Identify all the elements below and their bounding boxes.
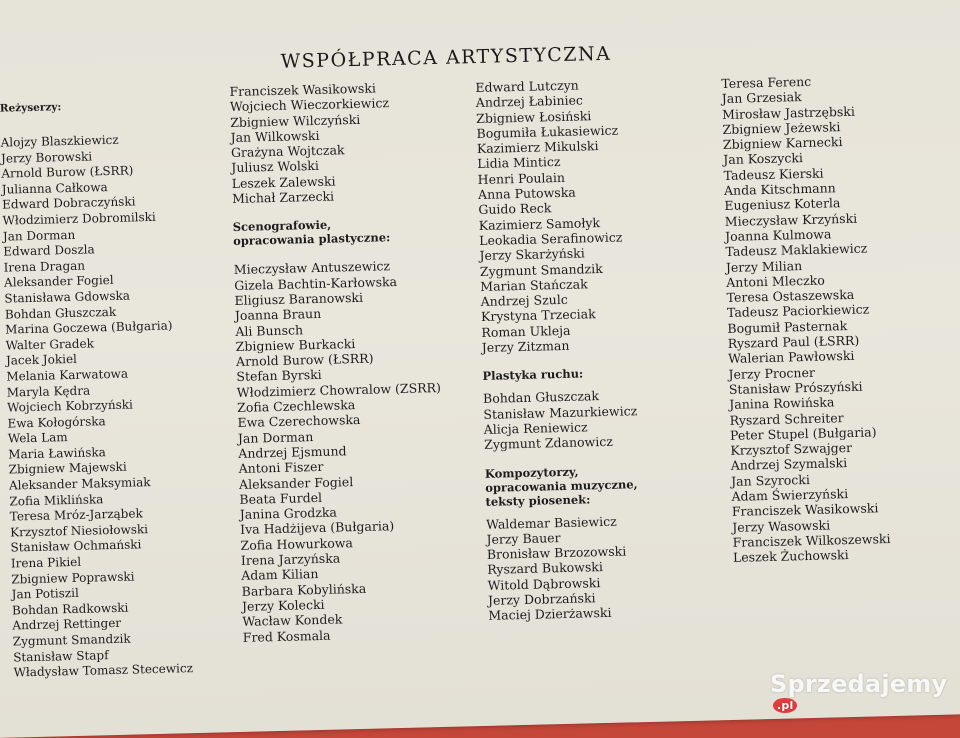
list-item: Stefan Byrski — [236, 367, 322, 385]
list-item: Jerzy Borowski — [0, 149, 93, 166]
list-item: Barbara Kobylińska — [241, 580, 367, 599]
list-item: Arnold Burow (ŁSRR) — [1, 163, 134, 181]
list-item: Andrzej Łabiniec — [475, 92, 584, 111]
list-item: Iva Hadżijeva (Bułgaria) — [239, 518, 395, 538]
list-item: Antoni Fiszer — [238, 459, 324, 477]
list-item: Włodzimierz Dobromilski — [2, 209, 156, 228]
list-movement — [483, 388, 638, 453]
list-item: Franciszek Wasikowski — [229, 80, 377, 100]
list-item: Julianna Całkowa — [1, 179, 108, 197]
list-item: Jerzy Wasowski — [732, 517, 831, 535]
list-item: Ali Bunsch — [235, 321, 304, 339]
list-item: Eligiusz Baranowski — [234, 289, 364, 308]
section-header-composers-3: teksty piosenek: — [485, 491, 591, 509]
list-item: Teresa Ferenc — [721, 73, 812, 92]
list-item: Eugeniusz Koterla — [724, 195, 841, 214]
list-item: Zbigniew Poprawski — [11, 569, 135, 587]
list-item: Aleksander Fogiel — [3, 273, 114, 290]
section-header-movement: Plastyka ruchu: — [482, 366, 584, 384]
list-item: Mirosław Jastrzębski — [721, 103, 856, 122]
list-item: Guido Reck — [478, 200, 552, 218]
list-item: Waldemar Basiewicz — [485, 513, 617, 532]
list-item: Zbigniew Łosiński — [476, 107, 592, 126]
list-item: Fred Kosmala — [242, 627, 331, 645]
list-item: Zofia Czechlewska — [237, 397, 356, 415]
section-header-scenographers-1: Scenografowie, — [232, 217, 332, 235]
list-col2-top — [229, 79, 436, 206]
list-item: Jacek Jokiel — [5, 352, 78, 368]
list-item: Irena Jarzyńska — [240, 550, 341, 568]
list-item: Melania Karwatowa — [6, 366, 129, 384]
list-item: Irena Dragan — [3, 258, 86, 275]
list-item: Jan Koszycki — [723, 150, 804, 168]
list-item: Zygmunt Smandzik — [12, 631, 131, 649]
section-header-directors: Reżyserzy: — [0, 101, 62, 115]
section-header-composers-2: opracowania muzyczne, — [485, 476, 638, 495]
list-item: Maria Ławińska — [8, 445, 106, 462]
list-item: Zygmunt Zdanowicz — [483, 434, 614, 453]
site-watermark — [770, 670, 960, 726]
list-item: Lidia Minticz — [477, 154, 561, 172]
list-item: Jan Grzesiak — [721, 89, 802, 107]
list-item: Walter Gradek — [5, 336, 95, 353]
list-item: Andrzej Rettinger — [12, 616, 122, 633]
column-3 — [475, 76, 642, 623]
list-item: Bogumiła Łukasiewicz — [476, 122, 619, 141]
list-item: Jan Dorman — [2, 227, 76, 244]
list-item: Stanisława Gdowska — [4, 288, 131, 306]
list-item: Krzysztof Niesiołowski — [9, 522, 149, 540]
list-item: Włodzimierz Chowralow (ZSRR) — [236, 379, 442, 400]
list-scenographers — [234, 257, 447, 644]
list-item: Ewa Kołogórska — [7, 413, 106, 431]
list-item: Kazimierz Mikulski — [476, 138, 599, 157]
list-item: Maciej Dzierżawski — [488, 605, 612, 624]
list-item: Franciszek Wilkoszewski — [732, 530, 891, 550]
list-item: Peter Stupel (Bułgaria) — [729, 424, 877, 443]
list-item: Krzysztof Szwajger — [730, 440, 853, 459]
list-item: Alojzy Blaszkiewicz — [0, 132, 119, 150]
section-header-scenographers-2: opracowania plastyczne: — [232, 230, 391, 249]
list-item: Joanna Braun — [234, 306, 322, 324]
list-item: Franciszek Wasikowski — [731, 500, 879, 520]
list-col3-top — [475, 76, 635, 355]
column-4 — [721, 72, 891, 565]
column-2 — [229, 79, 447, 645]
list-item: Krystyna Trzeciak — [480, 306, 596, 325]
list-item: Ryszard Schreiter — [729, 409, 844, 428]
list-directors — [0, 131, 193, 681]
list-item: Grażyna Wojtczak — [230, 142, 345, 161]
list-item: Andrzej Szulc — [480, 291, 568, 310]
list-item: Janina Rowińska — [729, 394, 835, 413]
watermark-text: Sprzedajemy — [770, 670, 948, 698]
list-item: Arnold Burow (ŁSRR) — [235, 350, 374, 370]
list-item: Zbigniew Majewski — [8, 460, 127, 478]
list-item: Edward Doszla — [3, 242, 95, 259]
list-item: Leokadia Serafinowicz — [478, 229, 623, 248]
list-item: Edward Lutczyn — [475, 77, 579, 96]
list-composers — [486, 513, 642, 624]
list-item: Alicja Reniewicz — [483, 419, 588, 437]
column-directors — [0, 97, 193, 681]
list-item: Aleksander Fogiel — [238, 473, 354, 492]
list-item: Andrzej Ejsmund — [238, 443, 347, 461]
list-item: Jan Szyrocki — [730, 471, 811, 489]
list-item: Anna Putowska — [477, 184, 576, 203]
list-item: Zbigniew Wilczyński — [230, 111, 361, 130]
list-item: Jan Potiszil — [11, 586, 79, 602]
list-item: Beata Furdel — [239, 489, 323, 507]
list-item: Anda Kitschmann — [723, 180, 836, 199]
list-item: Edward Dobraczyński — [1, 194, 136, 213]
list-item: Wojciech Kobrzyński — [6, 397, 134, 415]
list-item: Zofia Miklińska — [9, 491, 104, 509]
list-item: Janina Grodzka — [239, 504, 338, 523]
list-item: Bohdan Głuszczak — [4, 304, 117, 322]
list-col4 — [721, 72, 891, 565]
list-item: Jerzy Procner — [728, 364, 816, 382]
list-item: Leszek Żuchowski — [732, 547, 849, 566]
list-item: Stanisław Mazurkiewicz — [483, 402, 638, 422]
list-item: Jerzy Bauer — [486, 529, 561, 547]
list-item: Adam Kilian — [241, 566, 319, 584]
list-item: Jerzy Zitzman — [481, 337, 570, 355]
list-item: Wojciech Wieczorkiewicz — [229, 95, 390, 115]
list-item: Witold Dąbrowski — [487, 574, 601, 593]
list-item: Tadeusz Paciorkiewicz — [726, 301, 870, 321]
list-item: Jerzy Milian — [725, 257, 803, 275]
list-item: Ewa Czerechowska — [237, 412, 361, 431]
list-item: Walerian Pawłowski — [727, 348, 855, 367]
list-item: Gizela Bachtin-Karłowska — [234, 273, 398, 293]
list-item: Jerzy Skarżyński — [479, 245, 585, 264]
section-header-composers-1: Kompozytorzy, — [484, 464, 579, 481]
list-item: Aleksander Maksymiak — [8, 475, 151, 493]
list-item: Stanisław Prószyński — [728, 378, 863, 397]
list-item: Zygmunt Smandzik — [479, 260, 603, 279]
list-item: Adam Świerzyński — [731, 486, 849, 504]
list-item: Roman Ukleja — [481, 322, 571, 340]
list-item: Tadeusz Maklakiewicz — [725, 240, 868, 260]
list-item: Joanna Kulmowa — [724, 226, 832, 244]
list-item: Maryla Kędra — [6, 383, 91, 400]
list-item: Bronisław Brzozowski — [486, 543, 627, 563]
list-item: Bohdan Radkowski — [11, 600, 129, 618]
list-item: Stanisław Stapf — [13, 647, 109, 665]
list-item: Zofia Howurkowa — [240, 534, 354, 553]
list-item: Mieczysław Krzyński — [724, 210, 858, 229]
list-item: Mieczysław Antuszewicz — [233, 258, 391, 278]
list-item: Wela Lam — [7, 430, 68, 446]
list-item: Ryszard Paul (ŁSRR) — [727, 332, 860, 351]
list-item: Tadeusz Kierski — [723, 165, 824, 183]
page-title: WSPÓŁPRACA ARTYSTYCZNA — [280, 42, 612, 73]
list-item: Kazimierz Samołyk — [478, 214, 601, 233]
list-item: Wacław Kondek — [242, 611, 343, 630]
list-item: Bogumił Pasternak — [727, 317, 848, 336]
list-item: Teresa Ostaszewska — [726, 286, 855, 306]
list-item: Antoni Mleczko — [726, 272, 825, 290]
list-item: Jerzy Kolecki — [241, 596, 325, 614]
list-item: Michał Zarzecki — [231, 188, 335, 207]
list-item: Henri Poulain — [477, 169, 566, 187]
list-item: Stanisław Ochmański — [10, 537, 142, 555]
list-item: Zbigniew Burkacki — [235, 335, 356, 354]
watermark-badge: .pl — [773, 698, 797, 713]
list-item: Jerzy Dobrzański — [487, 590, 596, 608]
list-item: Bohdan Głuszczak — [482, 388, 600, 407]
list-item: Ryszard Bukowski — [487, 559, 604, 578]
list-item: Jan Dorman — [237, 428, 314, 446]
list-item: Marian Stańczak — [480, 276, 588, 294]
list-item: Władysław Tomasz Stecewicz — [13, 661, 194, 680]
list-item: Zbigniew Jeżewski — [722, 119, 841, 137]
list-item: Jan Wilkowski — [230, 127, 320, 145]
list-item: Juliusz Wolski — [231, 158, 320, 176]
list-item: Zbigniew Karnecki — [722, 134, 843, 153]
list-item: Andrzej Szymalski — [730, 455, 848, 474]
list-item: Leszek Zalewski — [231, 173, 336, 191]
list-item: Teresa Mróz-Jarząbek — [9, 506, 143, 524]
list-item: Irena Pikiel — [10, 554, 82, 571]
list-item: Marina Goczewa (Bułgaria) — [5, 318, 173, 337]
